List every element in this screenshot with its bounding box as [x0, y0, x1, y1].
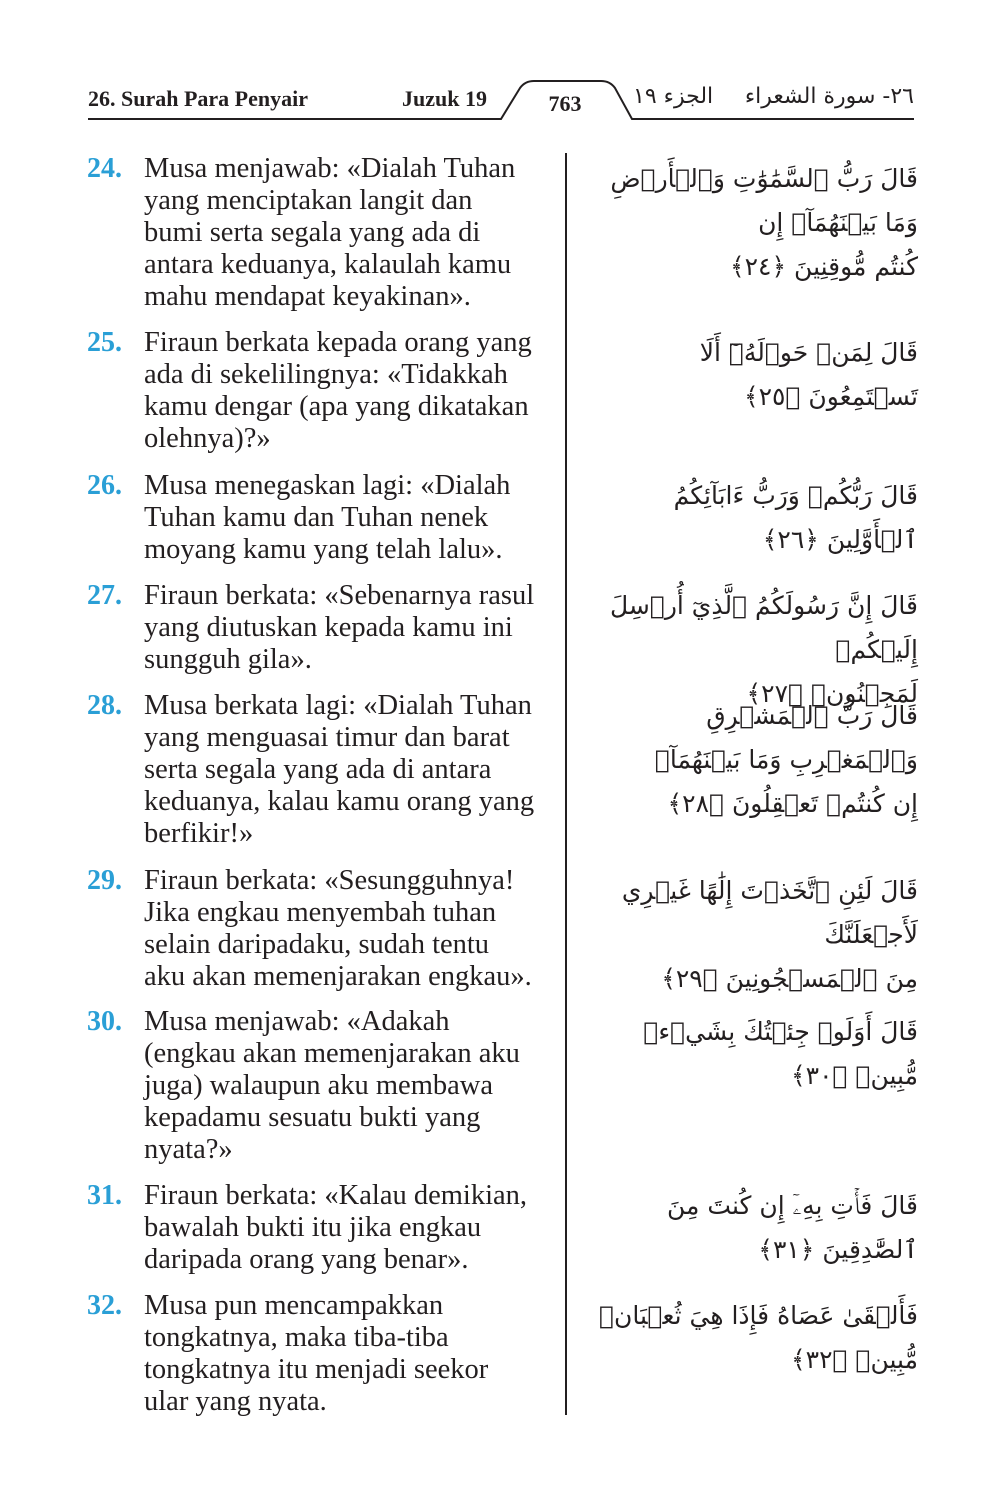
page-header: [88, 78, 914, 122]
verse-number: 24.: [87, 153, 122, 184]
verse-number: 25.: [87, 327, 122, 358]
verse-arabic: قَالَ فَأۡتِ بِهِۦٓ إِن كُنتَ مِنَ ٱلصَّٰدِقِينَ ﴿٣١﴾: [667, 1191, 918, 1264]
surah-title-arabic: ٢٦- سورة الشعراء: [744, 84, 914, 109]
verse-arabic: قَالَ لَئِنِ ٱتَّخَذۡتَ إِلَٰهًا غَيۡرِي لَأَجۡعَلَنَّكَ مِنَ ٱلۡمَسۡجُونِينَ ﴿٢٩﴾: [621, 876, 918, 993]
verse-number: 29.: [87, 865, 122, 896]
verse-translation: Musa menegaskan lagi: «Dialah Tuhan kamu dan Tuhan nenek moyang kamu yang telah lalu».: [144, 470, 511, 565]
juzuk-label: Juzuk 19: [402, 86, 487, 111]
verse-translation: Firaun berkata kepada orang yang ada di sekelilingnya: «Tidakkah kamu dengar (apa yang dikatakan olehnya)?»: [144, 327, 532, 454]
verse-arabic: فَأَلۡقَىٰ عَصَاهُ فَإِذَا هِيَ ثُعۡبَانٞ مُّبِينٞ ﴿٣٢﴾: [599, 1301, 918, 1374]
verse-number: 27.: [87, 580, 122, 611]
verse-arabic: قَالَ لِمَنۡ حَوۡلَهُۥٓ أَلَا تَسۡتَمِعُونَ ﴿٢٥﴾: [699, 338, 918, 411]
verse-arabic: قَالَ رَبُّكُمۡ وَرَبُّ ءَابَآئِكُمُ ٱلۡأَوَّلِينَ ﴿٢٦﴾: [673, 481, 918, 554]
verse-translation: Musa pun mencampakkan tongkatnya, maka tiba-tiba tongkatnya itu menjadi seekor ular yang nyata.: [144, 1290, 489, 1417]
verse-translation: Firaun berkata: «Sebenarnya rasul yang diutuskan kepada kamu ini sungguh gila».: [144, 580, 535, 675]
column-divider: [565, 153, 567, 1415]
surah-title-latin: 26. Surah Para Penyair: [88, 86, 308, 111]
verse-arabic: قَالَ رَبُّ ٱلۡمَشۡرِقِ وَٱلۡمَغۡرِبِ وَمَا بَيۡنَهُمَآۖ إِن كُنتُمۡ تَعۡقِلُونَ ﴿٢٨﴾: [654, 701, 918, 818]
verse-arabic: قَالَ رَبُّ ٱلسَّمَٰوَٰتِ وَٱلۡأَرۡضِ وَمَا بَيۡنَهُمَآۖ إِن كُنتُم مُّوقِنِينَ ﴿٢٤﴾: [610, 164, 918, 281]
juz-label-arabic: الجزء ١٩: [633, 84, 714, 109]
verse-translation: Musa berkata lagi: «Dialah Tuhan yang menguasai timur dan barat serta segala yang ada di antara keduanya, kalau kamu orang yang berfikir!»: [144, 690, 535, 849]
verse-number: 31.: [87, 1180, 122, 1211]
verse-translation: Musa menjawab: «Adakah (engkau akan memenjarakan aku juga) walaupun aku membawa kepadamu sesuatu bukti yang nyata?»: [144, 1006, 520, 1165]
verse-arabic: قَالَ أَوَلَوۡ جِئۡتُكَ بِشَيۡءٖ مُّبِينٖ ﴿٣٠﴾: [643, 1017, 918, 1090]
verse-number: 30.: [87, 1006, 122, 1037]
verse-translation: Musa menjawab: «Dialah Tuhan yang menciptakan langit dan bumi serta segala yang ada di antara keduanya, kalaulah kamu mahu mendapat keyakinan».: [144, 153, 516, 312]
verse-translation: Firaun berkata: «Kalau demikian, bawalah bukti itu jika engkau daripada orang yang benar».: [144, 1180, 528, 1275]
verse-number: 26.: [87, 470, 122, 501]
page-number: 763: [548, 91, 582, 116]
verse-translation: Firaun berkata: «Sesungguhnya! Jika engkau menyembah tuhan selain daripadaku, sudah tentu aku akan memenjarakan engkau».: [144, 865, 532, 992]
verse-number: 28.: [87, 690, 122, 721]
verse-arabic: قَالَ إِنَّ رَسُولَكُمُ ٱلَّذِيٓ أُرۡسِلَ إِلَيۡكُمۡ لَمَجۡنُونٞ ﴿٢٧﴾: [609, 591, 918, 708]
verse-number: 32.: [87, 1290, 122, 1321]
